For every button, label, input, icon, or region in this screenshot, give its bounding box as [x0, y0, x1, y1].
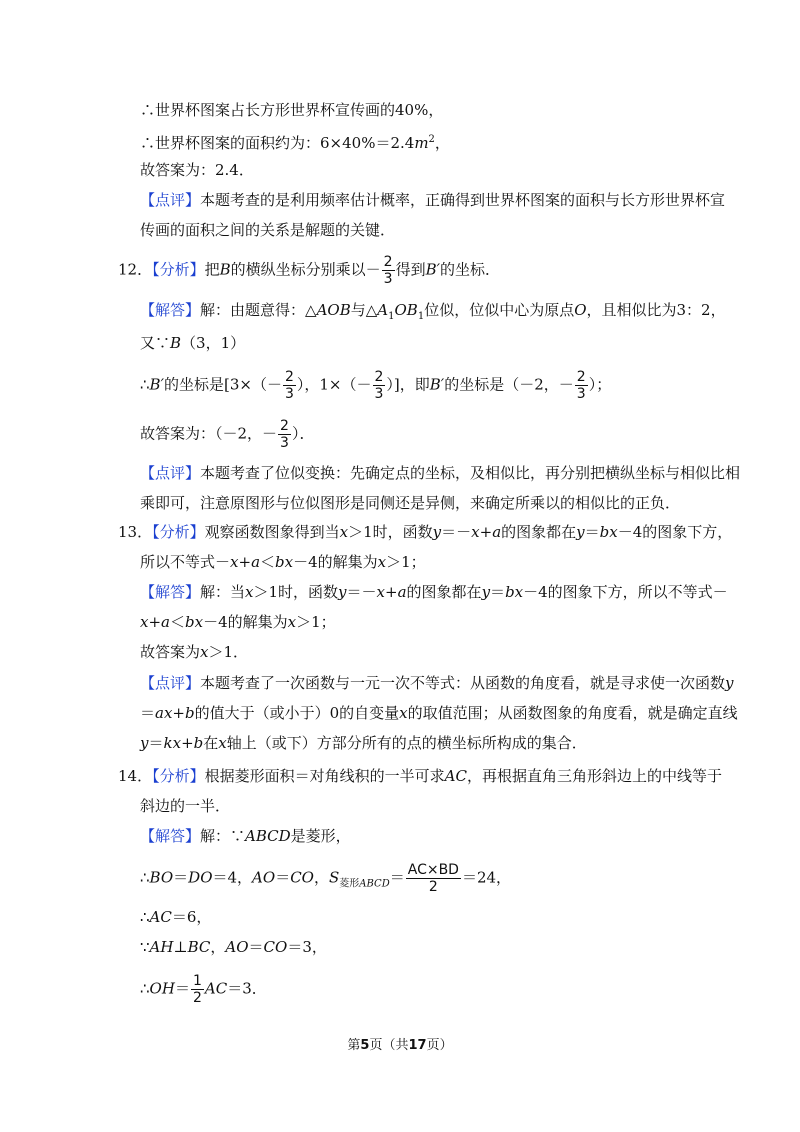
text-line: ∴B′的坐标是[3×（－ $\frac{2}{3}$ ），1×（－ $\frac{2}{3}$ ）]，即B′的坐标是（－2，－ $\frac{2}{3}$ ）；: [140, 369, 612, 402]
fraction: $\frac{2}{3}$: [284, 369, 294, 402]
text-line: ∴世界杯图案占长方形世界杯宣传画的40%，: [140, 101, 444, 119]
text-line: ∴世界杯图案的面积约为：$6\times 40\%=2.4m^2$，: [140, 134, 450, 152]
review-tag: 【点评】: [140, 191, 201, 209]
q12-analysis: 12．【分析】把B的横纵坐标分别乘以－ $\frac{2}{3}$ 得到B′的坐标．: [118, 254, 501, 287]
review-line: 【点评】本题考查了一次函数与一元一次不等式：从函数的角度看，就是寻求使一次函数y: [140, 674, 734, 692]
text-line: ＝ax+b的值大于（或小于）0的自变量x的取值范围；从函数图象的角度看，就是确定直线: [140, 704, 738, 722]
q13-answer: 【解答】解：当x＞1时，函数y＝－x+a的图象都在y＝bx－4的图象下方，所以不等式－: [140, 583, 728, 601]
text-line: 所以不等式－x+a＜bx－4的解集为x＞1；: [140, 553, 426, 571]
q12-answer: 【解答】解：由题意得：△AOB与$\triangle A_1OB_1$位似，位似中心为原点O，且相似比为3：2，: [140, 301, 726, 322]
text-line: 又∵B（3，1）: [140, 334, 246, 352]
text-line: ∴AC＝6，: [140, 908, 212, 926]
review-line: 【点评】本题考查了位似变换：先确定点的坐标，及相似比，再分别把横纵坐标与相似比相: [140, 464, 741, 482]
fraction: $\frac{2}{3}$: [374, 369, 384, 402]
text-line: 故答案为：（－2，－ $\frac{2}{3}$ ）．: [140, 418, 315, 451]
fraction: $\frac{1}{2}$: [192, 973, 202, 1006]
text-line: 传画的面积之间的关系是解题的关键．: [140, 221, 396, 239]
text-line: 乘即可，注意原图形与位似图形是同侧还是异侧，来确定所乘以的相似比的正负．: [140, 494, 681, 512]
fraction: $\frac{2}{3}$: [383, 254, 393, 287]
text-line: 故答案为x＞1．: [140, 643, 249, 661]
text-line: 故答案为：2.4．: [140, 161, 254, 179]
text-line: ∴BO＝DO＝4，AO＝CO，$S_{菱形ABCD}=$ $\frac{AC\times BD}{2}$ ＝24，: [140, 862, 512, 895]
q14-answer: 【解答】解：∵ABCD是菱形，: [140, 827, 351, 845]
fraction: $\frac{2}{3}$: [280, 418, 289, 451]
q14-analysis: 14．【分析】根据菱形面积＝对角线积的一半可求AC，再根据直角三角形斜边上的中线等于: [118, 767, 722, 785]
fraction: $\frac{2}{3}$: [576, 369, 586, 402]
fraction: $\frac{AC\times BD}{2}$: [407, 862, 459, 895]
text-line: ∵AH⊥BC，AO＝CO＝3，: [140, 938, 327, 956]
review-line: 【点评】本题考查的是利用频率估计概率，正确得到世界杯图案的面积与长方形世界杯宣: [140, 191, 726, 209]
text-line: y＝kx+b在x轴上（或下）方部分所有的点的横坐标所构成的集合．: [140, 734, 587, 752]
page-footer: 第5页（共17页）: [347, 1038, 453, 1053]
text-line: 斜边的一半．: [140, 797, 231, 815]
text-line: x+a＜bx－4的解集为x＞1；: [140, 613, 336, 631]
q13-analysis: 13．【分析】观察函数图象得到当x＞1时，函数y＝－x+a的图象都在y＝bx－4的图象下方，: [118, 523, 733, 541]
text-line: ∴OH＝ $\frac{1}{2}$ AC＝3．: [140, 973, 267, 1006]
